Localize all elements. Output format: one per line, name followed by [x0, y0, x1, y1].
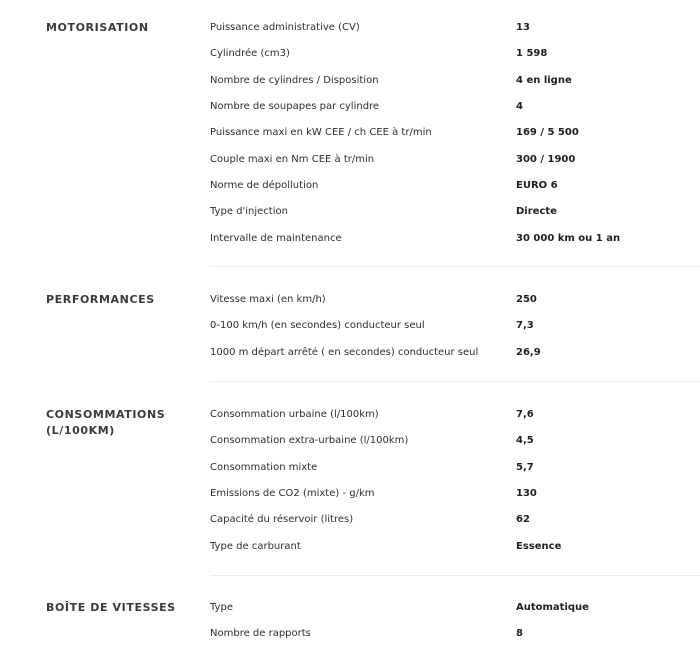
spec-row [0, 318, 700, 338]
spec-value: 250 [516, 294, 537, 305]
spec-row [0, 204, 700, 224]
section-title: PERFORMANCES [46, 293, 155, 306]
spec-row [0, 152, 700, 172]
spec-label: Nombre de rapports [210, 628, 311, 639]
spec-value: 62 [516, 514, 530, 525]
spec-label: Emissions de CO2 (mixte) - g/km [210, 488, 375, 499]
spec-row [0, 539, 700, 559]
spec-value: 4 en ligne [516, 75, 572, 86]
spec-row [0, 460, 700, 480]
spec-row [0, 231, 700, 251]
spec-row [0, 178, 700, 198]
spec-value: 4 [516, 101, 523, 112]
spec-label: Consommation urbaine (l/100km) [210, 409, 379, 420]
spec-value: 130 [516, 488, 537, 499]
spec-label: Intervalle de maintenance [210, 233, 342, 244]
spec-label: Cylindrée (cm3) [210, 48, 290, 59]
spec-label: 0-100 km/h (en secondes) conducteur seul [210, 320, 425, 331]
section-divider [210, 575, 700, 576]
spec-label: Nombre de cylindres / Disposition [210, 75, 379, 86]
spec-row [0, 345, 700, 365]
spec-label: Puissance maxi en kW CEE / ch CEE à tr/min [210, 127, 432, 138]
spec-value: EURO 6 [516, 180, 558, 191]
spec-value: 5,7 [516, 462, 534, 473]
spec-row [0, 73, 700, 93]
spec-row [0, 292, 700, 312]
spec-row [0, 20, 700, 40]
spec-row [0, 46, 700, 66]
spec-row [0, 512, 700, 532]
spec-value: Essence [516, 541, 562, 552]
spec-value: Directe [516, 206, 557, 217]
spec-label: Nombre de soupapes par cylindre [210, 101, 380, 112]
spec-value: 8 [516, 628, 523, 639]
spec-label: Norme de dépollution [210, 180, 319, 191]
spec-row [0, 125, 700, 145]
spec-label: 1000 m départ arrêté ( en secondes) conducteur seul [210, 347, 479, 358]
spec-row [0, 486, 700, 506]
spec-row [0, 600, 700, 620]
spec-row [0, 407, 700, 427]
spec-row [0, 99, 700, 119]
section-title: MOTORISATION [46, 21, 149, 34]
spec-label: Type d'injection [210, 206, 288, 217]
spec-label: Type de carburant [210, 541, 301, 552]
spec-label: Consommation mixte [210, 462, 318, 473]
spec-row [0, 433, 700, 453]
spec-label: Capacité du réservoir (litres) [210, 514, 354, 525]
section-divider [210, 381, 700, 382]
section-divider [210, 266, 700, 267]
spec-value: 13 [516, 22, 530, 33]
spec-label: Puissance administrative (CV) [210, 22, 360, 33]
spec-label: Couple maxi en Nm CEE à tr/min [210, 154, 375, 165]
spec-value: 300 / 1900 [516, 154, 576, 165]
spec-label: Consommation extra-urbaine (l/100km) [210, 435, 409, 446]
spec-value: 7,3 [516, 320, 534, 331]
section-title: BOÎTE DE VITESSES [46, 601, 176, 614]
spec-value: 7,6 [516, 409, 534, 420]
spec-value: 26,9 [516, 347, 541, 358]
spec-value: 1 598 [516, 48, 548, 59]
section-title: CONSOMMATIONS (L/100KM) [46, 408, 166, 437]
spec-value: Automatique [516, 602, 589, 613]
spec-value: 4,5 [516, 435, 534, 446]
spec-row [0, 626, 700, 646]
spec-label: Vitesse maxi (en km/h) [210, 294, 326, 305]
spec-value: 169 / 5 500 [516, 127, 579, 138]
spec-label: Type [210, 602, 233, 613]
spec-value: 30 000 km ou 1 an [516, 233, 621, 244]
